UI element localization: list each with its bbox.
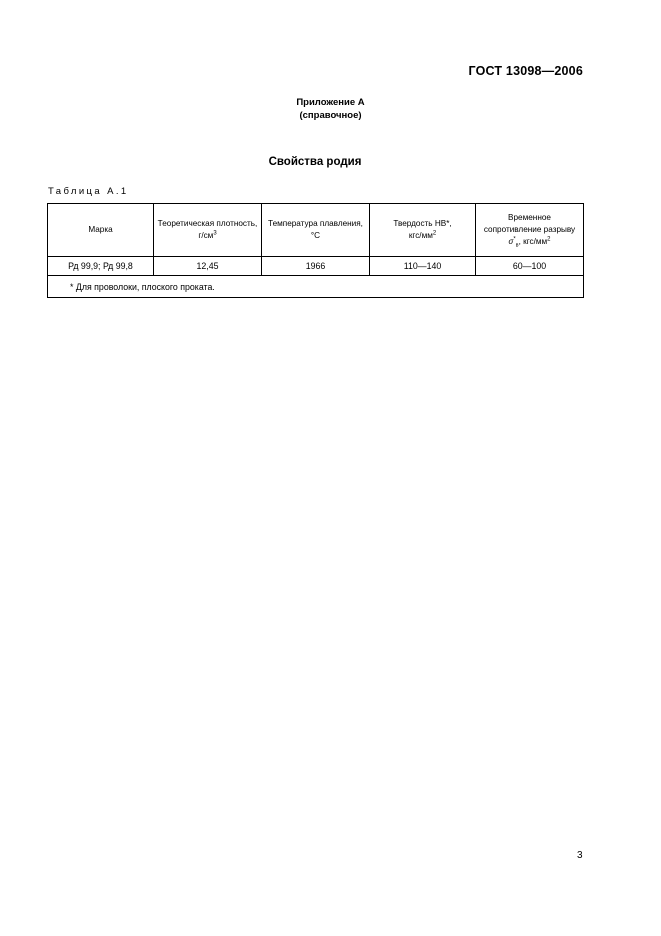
header-density <box>154 204 262 257</box>
table-caption: Таблица А.1 <box>48 186 129 197</box>
table-footnote: * Для проволоки, плоского проката. <box>48 276 584 298</box>
cell-density: 12,45 <box>154 257 262 276</box>
page-number: 3 <box>577 850 583 861</box>
cell-hardness: 110—140 <box>370 257 476 276</box>
header-strength <box>476 204 584 257</box>
header-hardness-unit: кгс/мм <box>408 231 433 240</box>
header-melting <box>262 204 370 257</box>
header-strength-sup: * <box>513 236 516 243</box>
header-strength-sub: в <box>515 242 519 249</box>
header-grade <box>48 204 154 257</box>
properties-table <box>47 203 584 298</box>
standard-number: ГОСТ 13098—2006 <box>468 64 583 78</box>
section-title: Свойства родия <box>268 156 362 168</box>
header-hardness-unit-exp: 2 <box>432 230 437 237</box>
header-strength-symbol: σ <box>508 237 514 246</box>
appendix-type: (справочное) <box>299 110 362 121</box>
header-strength-unit-exp: 2 <box>547 236 551 243</box>
appendix-title: Приложение А <box>296 97 365 108</box>
table-header-row <box>48 204 584 257</box>
header-strength-label: Временное сопротивление разрыву <box>483 213 576 234</box>
header-grade-label: Марка <box>88 225 113 234</box>
cell-grade: Рд 99,9; Рд 99,8 <box>48 257 154 276</box>
cell-melting: 1966 <box>262 257 370 276</box>
table-footnote-row <box>48 276 584 298</box>
cell-strength: 60—100 <box>476 257 584 276</box>
appendix-heading <box>0 96 661 122</box>
header-density-exp: 3 <box>213 230 217 237</box>
header-strength-unit: , кгс/мм <box>518 237 548 246</box>
header-hardness <box>370 204 476 257</box>
table-row <box>48 257 584 276</box>
header-hardness-label: Твердость НВ*, <box>393 219 452 228</box>
header-density-label: Теоретическая плотность, г/см <box>157 219 258 240</box>
header-melting-label: Температура плавления, °С <box>268 219 363 240</box>
